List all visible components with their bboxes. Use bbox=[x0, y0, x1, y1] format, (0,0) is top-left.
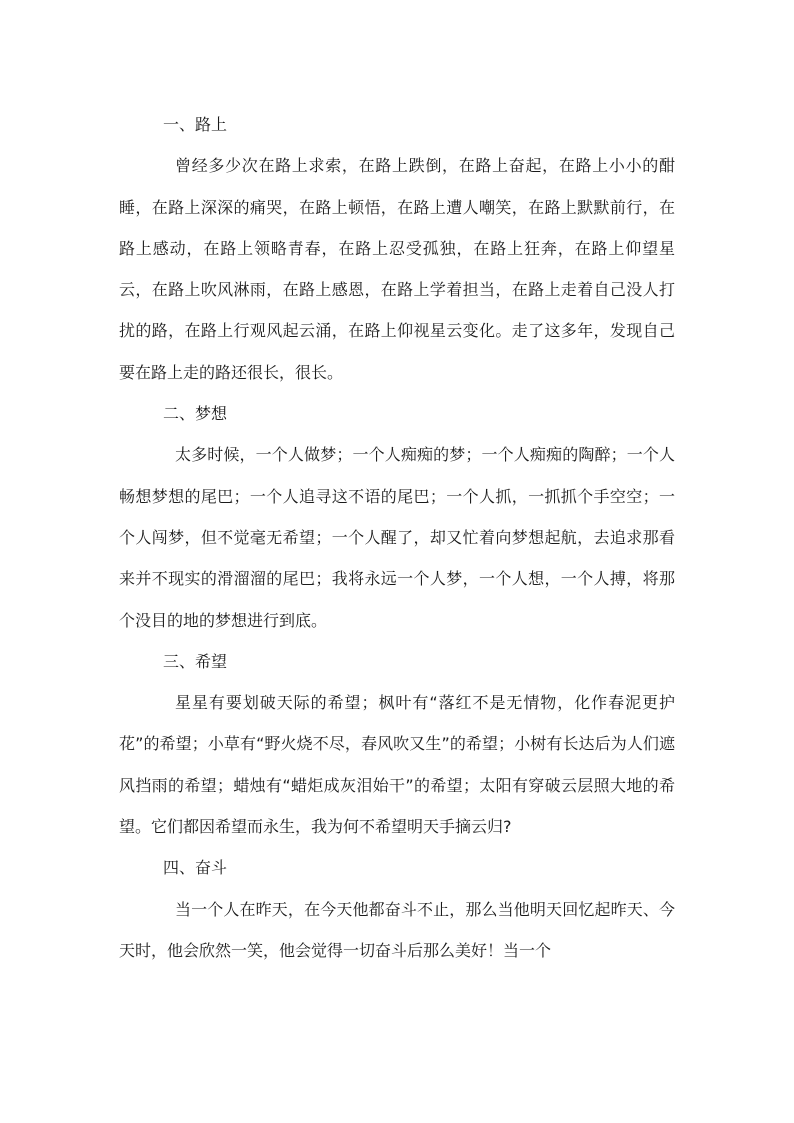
section-paragraph: 当一个人在昨天，在今天他都奋斗不止，那么当他明天回忆起昨天、今天时，他会欣然一笑，他会觉得一切奋斗后那么美好！当一个 bbox=[119, 899, 675, 960]
section-heading: 二、梦想 bbox=[163, 404, 228, 424]
section-paragraph: 曾经多少次在路上求索，在路上跌倒，在路上奋起，在路上小小的酣睡，在路上深深的痛哭，在路上顿悟，在路上遭人嘲笑，在路上默默前行，在路上感动，在路上领略青春，在路上忍受孤独，在路上狂奔，在路上仰望星云，在路上吹风淋雨，在路上感恩，在路上学着担当，在路上走着自己没人打扰的路，在路上行观风起云涌，在路上仰视星云变化。走了这多年，发现自己要在路上走的路还很长，很长。 bbox=[119, 156, 675, 382]
section-heading: 三、希望 bbox=[163, 651, 228, 671]
section-heading: 一、路上 bbox=[163, 115, 228, 134]
document-body bbox=[119, 104, 675, 971]
section-heading: 四、奋斗 bbox=[163, 858, 228, 878]
section-paragraph: 太多时候，一个人做梦；一个人痴痴的梦；一个人痴痴的陶醉；一个人畅想梦想的尾巴；一个人追寻这不语的尾巴；一个人抓，一抓抓个手空空；一个人闯梦，但不觉毫无希望；一个人醒了，却又忙着向梦想起航，去追求那看来并不现实的滑溜溜的尾巴；我将永远一个人梦，一个人想，一个人搏，将那个没目的地的梦想进行到底。 bbox=[119, 445, 675, 630]
section-paragraph: 星星有要划破天际的希望；枫叶有“落红不是无情物，化作春泥更护花”的希望；小草有“野火烧不尽，春风吹又生”的希望；小树有长达后为人们遮风挡雨的希望；蜡烛有“蜡炬成灰泪始干”的希望；太阳有穿破云层照大地的希望。它们都因希望而永生，我为何不希望明天手摘云归? bbox=[119, 693, 675, 837]
